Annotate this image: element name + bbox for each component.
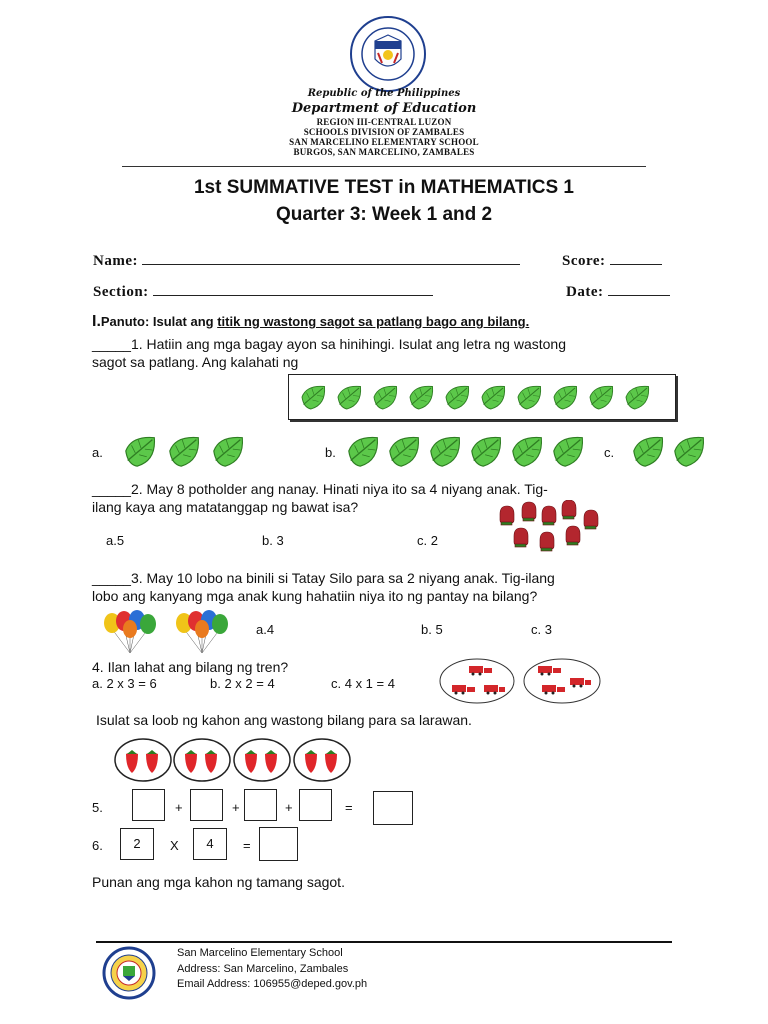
q6-answer-box[interactable] <box>259 827 298 861</box>
score-field[interactable] <box>562 251 662 270</box>
test-title: 1st SUMMATIVE TEST in MATHEMATICS 1 <box>193 177 574 198</box>
leaf-icon <box>371 382 401 417</box>
footer-address: Address: San Marcelino, Zambales <box>177 963 349 975</box>
q2-option-a[interactable]: a.5 <box>106 533 125 548</box>
leaf-icon <box>386 432 424 475</box>
division-line: SCHOOLS DIVISION OF ZAMBALES <box>303 127 465 137</box>
q3-option-b[interactable]: b. 5 <box>421 622 443 637</box>
name-label: Name: <box>93 253 138 269</box>
republic-line: Republic of the Philippines <box>307 88 461 99</box>
date-blank[interactable] <box>608 282 670 296</box>
school-logo <box>98 946 160 1000</box>
leaf-icon <box>550 432 588 475</box>
q6-equals: = <box>243 838 251 853</box>
q5-plus-3: + <box>285 800 293 815</box>
q1-option-b-leaves <box>345 432 591 475</box>
strawberries-picture <box>112 737 356 783</box>
instructions-label: Panuto: <box>100 314 150 329</box>
box-instruction: Isulat sa loob ng kahon ang wastong bilang para sa larawan. <box>96 712 472 728</box>
q4-option-a[interactable]: a. 2 x 3 = 6 <box>92 676 157 691</box>
instructions-underlined: titik ng wastong sagot sa patlang bago ang bilang. <box>217 314 530 329</box>
leaf-icon <box>479 382 509 417</box>
q2-option-c[interactable]: c. 2 <box>417 533 438 548</box>
q3-line2: lobo ang kanyang mga anak kung hahatiin niya ito ng pantay na bilang? <box>92 588 538 604</box>
q5-answer-box-4[interactable] <box>299 789 332 821</box>
q1-option-c-leaves <box>630 432 712 475</box>
leaf-icon <box>623 382 653 417</box>
section-numeral: I. <box>92 313 101 330</box>
q4-option-b[interactable]: b. 2 x 2 = 4 <box>210 676 275 691</box>
leaf-icon <box>122 432 160 475</box>
section-blank[interactable] <box>153 282 433 296</box>
date-field[interactable] <box>566 282 670 301</box>
instructions-text: Isulat ang <box>149 314 218 329</box>
region-line: REGION III-CENTRAL LUZON <box>316 117 452 127</box>
balloons-picture-1 <box>100 609 160 655</box>
q4-question: 4. Ilan lahat ang bilang ng tren? <box>92 659 289 675</box>
q2-option-b[interactable]: b. 3 <box>262 533 284 548</box>
q2-line1: 2. May 8 potholder ang nanay. Hinati niya ito sa 4 niyang anak. Tig- <box>130 481 548 497</box>
footer-email[interactable]: Email Address: 106955@deped.gov.ph <box>177 978 368 990</box>
score-blank[interactable] <box>610 251 662 265</box>
q5-answer-box-total[interactable] <box>373 791 413 825</box>
location-line: BURGOS, SAN MARCELINO, ZAMBALES <box>293 147 475 157</box>
q1-option-b-label: b. <box>325 445 336 460</box>
leaf-icon <box>551 382 581 417</box>
q1-option-a-leaves <box>122 432 254 475</box>
q4-option-c[interactable]: c. 4 x 1 = 4 <box>331 676 395 691</box>
q5-equals: = <box>345 800 353 815</box>
footer-school: San Marcelino Elementary School <box>177 947 343 959</box>
q6-factor-box-2 <box>193 828 227 860</box>
q6-number: 6. <box>92 838 103 853</box>
leaf-icon <box>630 432 668 475</box>
trains-picture <box>438 656 603 706</box>
header-divider <box>122 166 646 167</box>
q6-operator: X <box>170 838 179 853</box>
q3-option-a[interactable]: a.4 <box>256 622 275 637</box>
q6-factor-box-1 <box>120 828 154 860</box>
q1-blank[interactable]: _____ <box>92 336 131 352</box>
closing-instruction: Punan ang mga kahon ng tamang sagot. <box>92 874 345 890</box>
name-field[interactable] <box>93 251 520 270</box>
leaf-icon <box>515 382 545 417</box>
leaf-icon <box>468 432 506 475</box>
leaf-icon <box>671 432 709 475</box>
q1-option-b[interactable] <box>325 445 336 460</box>
leaf-icon <box>407 382 437 417</box>
q1-option-c[interactable] <box>604 445 614 460</box>
q5-answer-box-3[interactable] <box>244 789 277 821</box>
q1-line1: 1. Hatiin ang mga bagay ayon sa hinihingi. Isulat ang letra ng wastong <box>130 336 566 352</box>
q5-answer-box-1[interactable] <box>132 789 165 821</box>
leaf-icon <box>335 382 365 417</box>
leaf-icon <box>210 432 248 475</box>
footer-divider <box>96 941 672 943</box>
q2-blank[interactable]: _____ <box>92 481 131 497</box>
q1-option-a-label: a. <box>92 445 103 460</box>
instructions <box>92 313 529 331</box>
balloons-picture-2 <box>172 609 232 655</box>
q3-line1: 3. May 10 lobo na binili si Tatay Silo para sa 2 niyang anak. Tig-ilang <box>130 570 555 586</box>
q2-line2: ilang kaya ang matatanggap ng bawat isa? <box>92 499 359 515</box>
leaf-icon <box>299 382 329 417</box>
q5-plus-1: + <box>175 800 183 815</box>
leaf-icon <box>345 432 383 475</box>
q3-blank[interactable]: _____ <box>92 570 131 586</box>
section-field[interactable] <box>93 282 433 301</box>
date-label: Date: <box>566 284 604 300</box>
q5-plus-2: + <box>232 800 240 815</box>
score-label: Score: <box>562 253 606 269</box>
q1-option-a[interactable] <box>92 445 103 460</box>
deped-seal <box>349 15 427 93</box>
leaf-icon <box>443 382 473 417</box>
mittens-picture <box>492 500 607 560</box>
q1-leaf-box <box>288 374 676 420</box>
q1-line2: sagot sa patlang. Ang kalahati ng <box>92 354 299 370</box>
department-line: Department of Education <box>291 101 477 116</box>
section-label: Section: <box>93 284 149 300</box>
leaf-icon <box>427 432 465 475</box>
q1-leaf-row <box>299 382 659 417</box>
q5-answer-box-2[interactable] <box>190 789 223 821</box>
q1-option-c-label: c. <box>604 445 615 460</box>
q3-text <box>92 569 712 605</box>
leaf-icon <box>587 382 617 417</box>
name-blank[interactable] <box>142 251 520 265</box>
q3-option-c[interactable]: c. 3 <box>531 622 552 637</box>
leaf-icon <box>509 432 547 475</box>
q6-factor-2: 4 <box>206 836 214 851</box>
q5-number: 5. <box>92 800 103 815</box>
q6-factor-1: 2 <box>133 836 141 851</box>
school-line: SAN MARCELINO ELEMENTARY SCHOOL <box>289 137 479 147</box>
leaf-icon <box>166 432 204 475</box>
q1-text <box>92 335 692 371</box>
test-subtitle: Quarter 3: Week 1 and 2 <box>275 204 493 225</box>
